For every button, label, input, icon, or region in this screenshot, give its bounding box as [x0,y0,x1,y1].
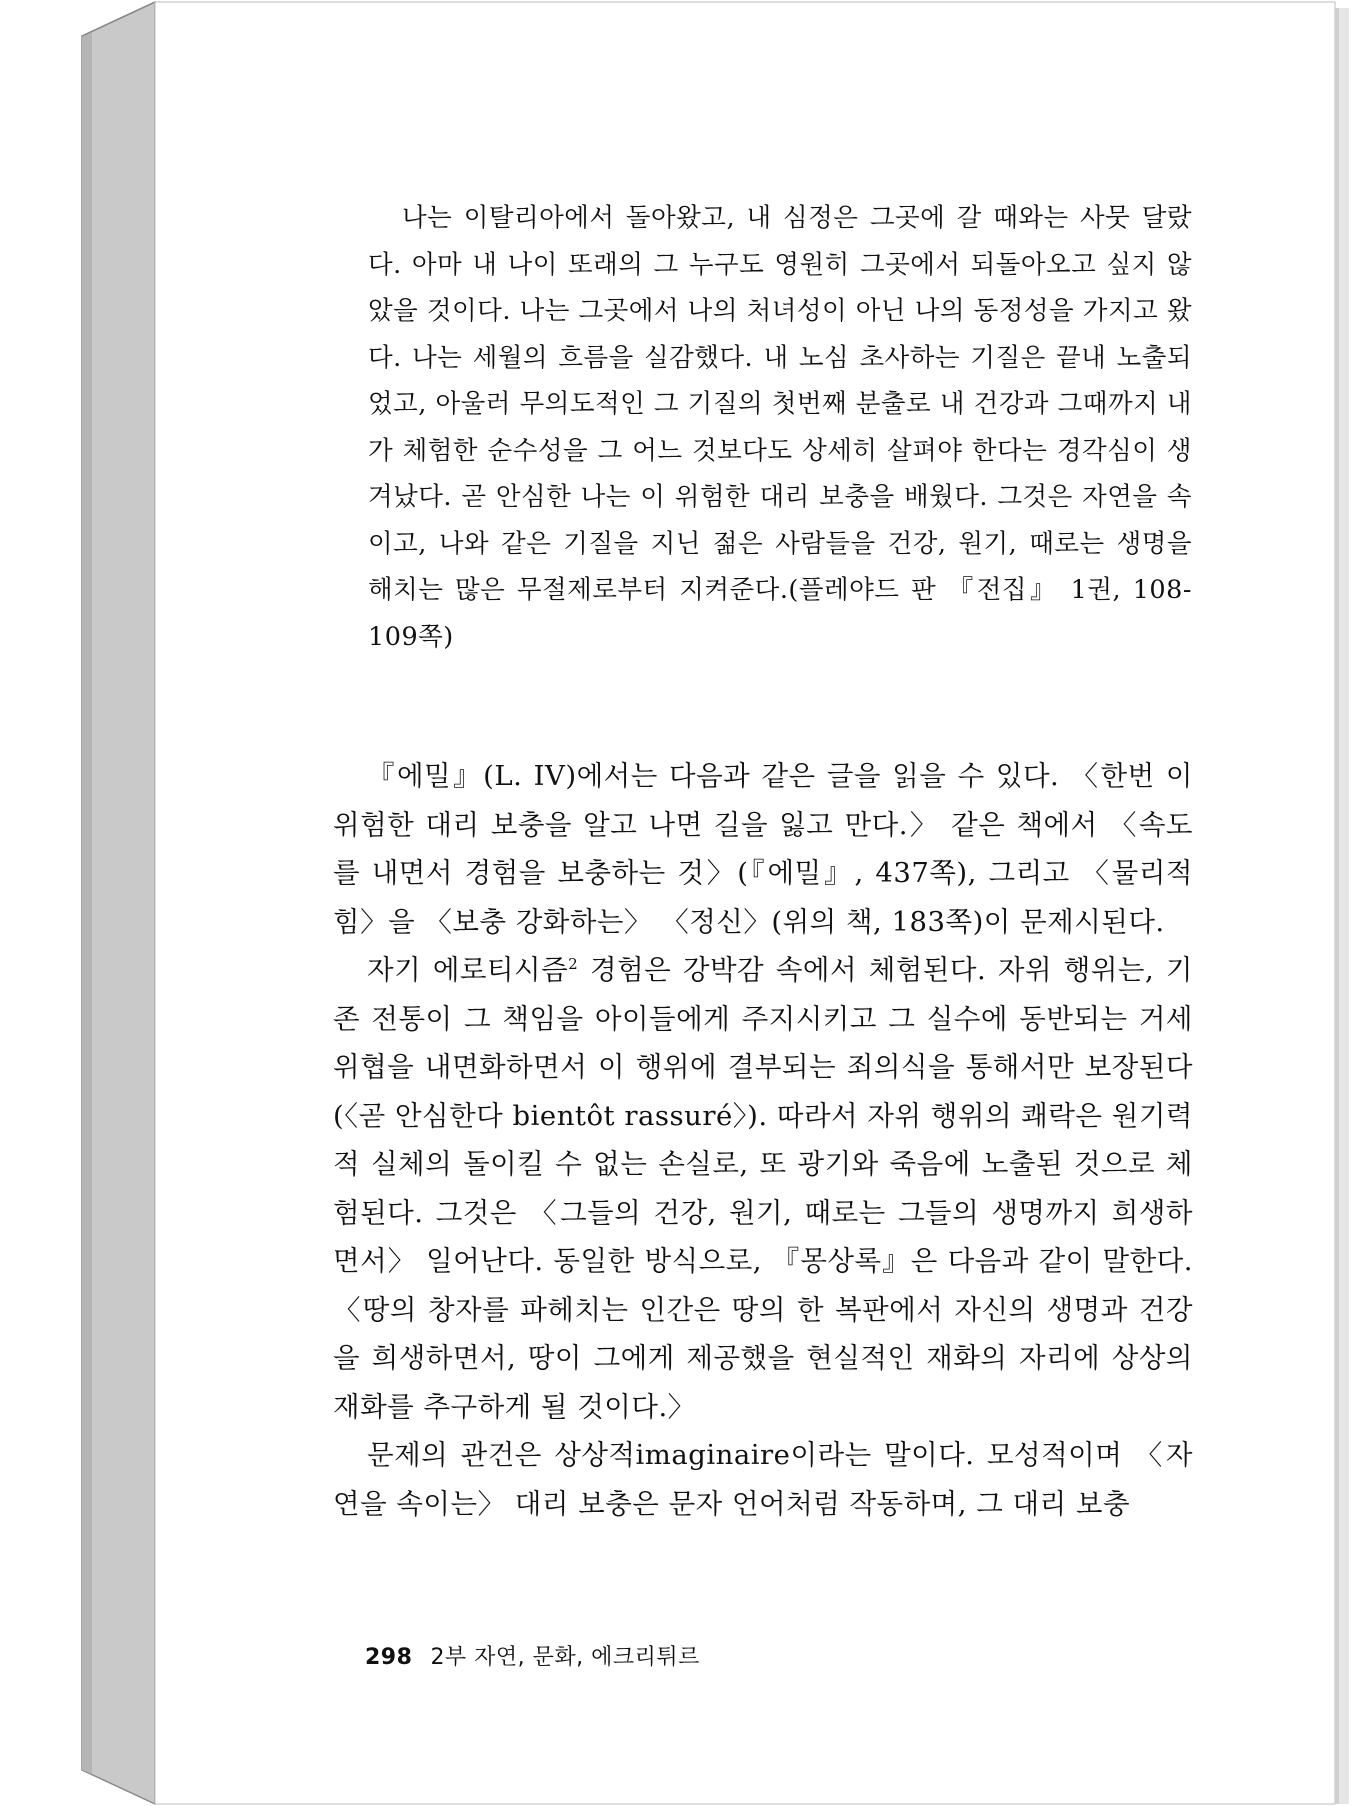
paragraph-imaginaire: 문제의 관건은 상상적imaginaire이라는 말이다. 모성적이며 〈자연을 속이는〉 대리 보충은 문자 언어처럼 작동하며, 그 대리 보충 [333,1439,1193,1520]
page-footer [365,1640,700,1671]
paragraph-auto-erotism [333,946,1193,1431]
block-quote: 나는 이탈리아에서 돌아왔고, 내 심정은 그곳에 갈 때와는 사뭇 달랐다. 아마 내 나이 또래의 그 누구도 영원히 그곳에서 되돌아오고 싶지 않았을 것이다. 나는 그곳에서 나의 처녀성이 아닌 나의 동정성을 가지고 왔다. 나는 세월의 흐름을 실감했다. 내 노심 초사하는 기질은 끝내 노출되었고, 아울러 무의도적인 그 기질의 첫번째 분출로 내 건강과 그때까지 내가 체험한 순수성을 그 어느 것보다도 상세히 살펴야 한다는 경각심이 생겨났다. 곧 안심한 나는 이 위험한 대리 보충을 배웠다. 그것은 자연을 속이고, 나와 같은 기질을 지닌 젊은 사람들을 건강, 원기, 때로는 생명을 해치는 많은 무절제로부터 지켜준다.(플레야드 판 『전집』 1권, 108-109쪽) [368,203,1192,652]
body-text [333,752,1193,1528]
paragraph-emile: 『에밀』(L. IV)에서는 다음과 같은 글을 읽을 수 있다. 〈한번 이 위험한 대리 보충을 알고 나면 길을 잃고 만다.〉 같은 책에서 〈속도를 내면서 경험을 보충하는 것〉(『에밀』, 437쪽), 그리고 〈물리적 힘〉을 〈보충 강화하는〉 〈정신〉(위의 책, 183쪽)이 문제시된다. [333,760,1193,938]
paragraph-auto-erotism-start: 자기 에로티시즘 [367,954,569,986]
paragraph-auto-erotism-rest: 경험은 강박감 속에서 체험된다. 자위 행위는, 기존 전통이 그 책임을 아이들에게 주지시키고 그 실수에 동반되는 거세 위협을 내면화하면서 이 행위에 결부되는 죄의식을 통해서만 보장된다(〈곧 안심한다 bientôt rassuré〉). 따라서 자위 행위의 쾌락은 원기력적 실체의 돌이킬 수 없는 손실로, 또 광기와 죽음에 노출된 것으로 체험된다. 그것은 〈그들의 건강, 원기, 때로는 그들의 생명까지 희생하면서〉 일어난다. 동일한 방식으로, 『몽상록』은 다음과 같이 말한다. 〈땅의 창자를 파헤치는 인간은 땅의 한 복판에서 자신의 생명과 건강을 희생하면서, 땅이 그에게 제공했을 현실적인 재화의 자리에 상상의 재화를 추구하게 될 것이다.〉 [333,954,1193,1423]
running-title: 2부 자연, 문화, 에크리튀르 [430,1645,700,1670]
footnote-marker: 2 [568,954,579,973]
page-number: 298 [365,1645,413,1670]
